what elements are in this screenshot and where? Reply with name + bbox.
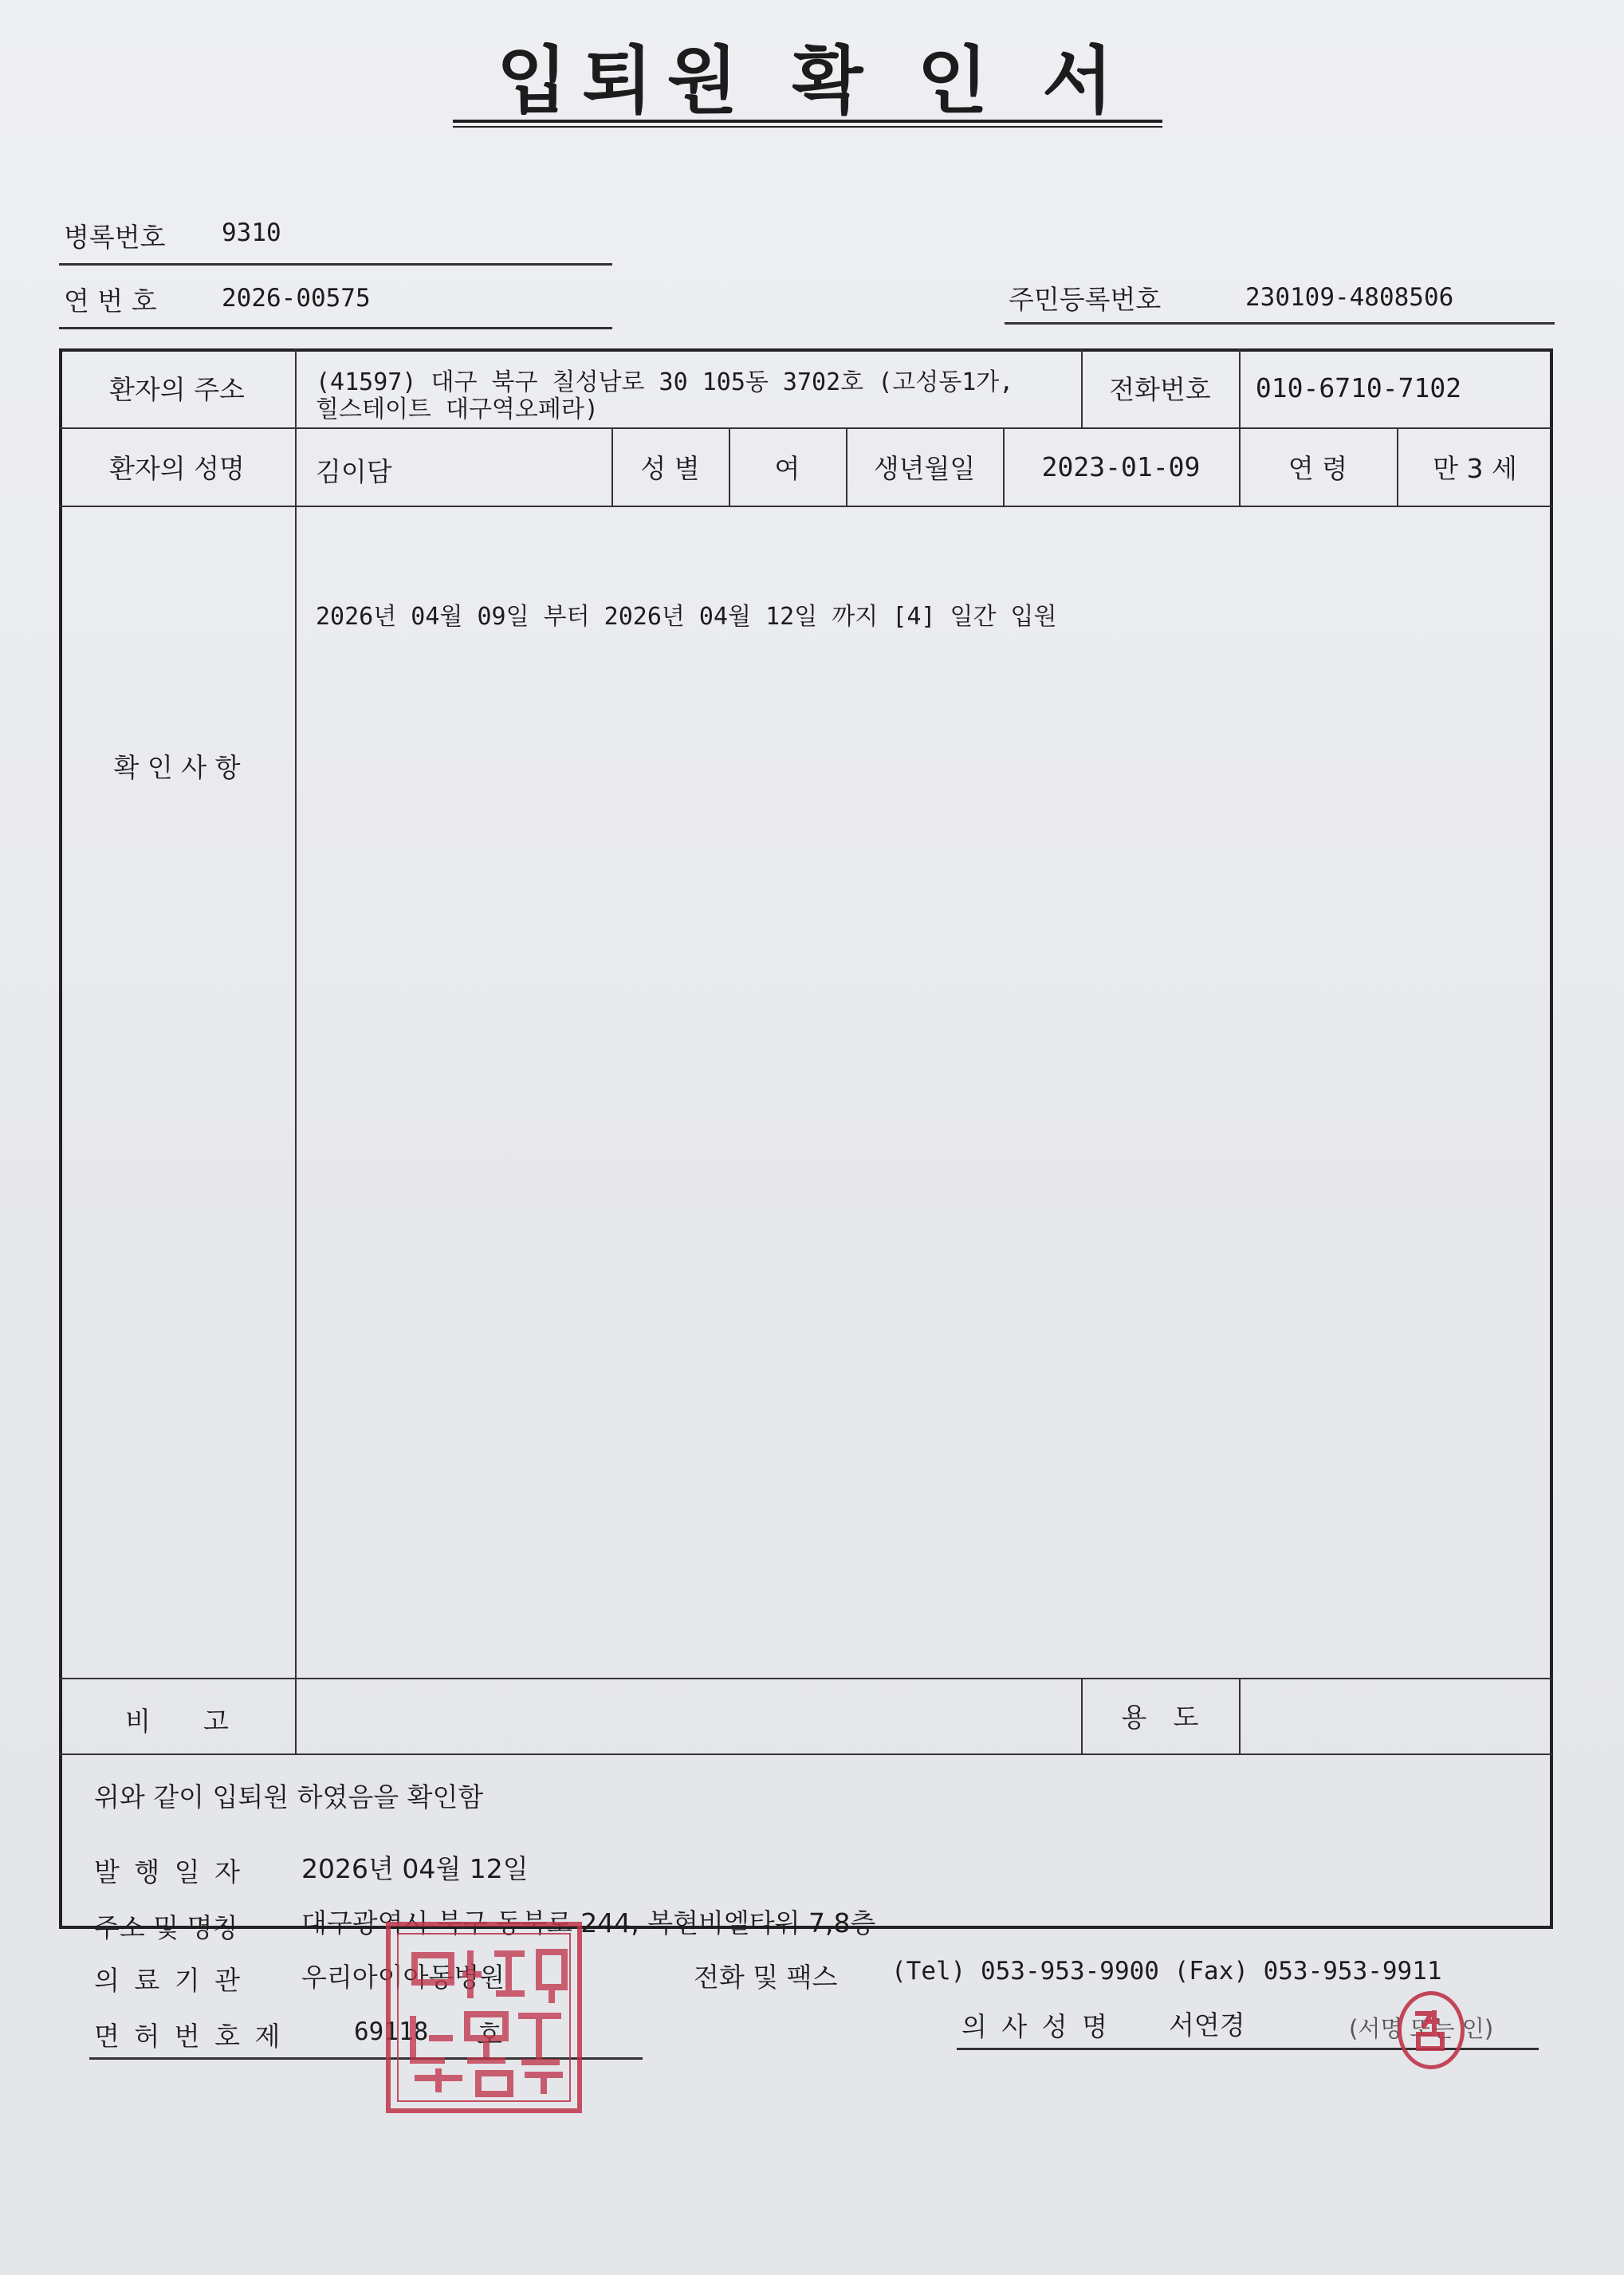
sex-value: 여 (774, 452, 800, 484)
resident-number-label: 주민등록번호 (1009, 284, 1162, 315)
license-suffix: 호 (477, 2019, 502, 2050)
record-number-underline (59, 263, 612, 266)
institution-address: 대구광역시 북구 동북로 244, 복현비엘타워 7,8층 (301, 1907, 876, 1938)
document-title: 입퇴원 확 인 서 (496, 38, 1128, 124)
row-divider (59, 1753, 1553, 1755)
patient-name: 김이담 (316, 456, 392, 487)
row-divider (59, 1678, 1553, 1679)
address-label: 환자의 주소 (109, 374, 245, 405)
address-line2: 힐스테이트 대구역오페라) (316, 396, 599, 423)
column-divider (1239, 1678, 1241, 1753)
age-value: 만 3 세 (1433, 452, 1517, 484)
license-number: 69118 (354, 2017, 429, 2046)
age-label: 연 령 (1288, 452, 1348, 484)
name-label: 환자의 성명 (109, 452, 245, 484)
serial-number-value: 2026-00575 (222, 284, 371, 313)
issue-date-value: 2026년 04월 12일 (301, 1853, 529, 1884)
address-name-label: 주소 및 명칭 (94, 1912, 238, 1943)
doctor-label: 의 사 성 명 (961, 2011, 1111, 2042)
birth-label: 생년월일 (873, 452, 976, 484)
phone-value: 010-6710-7102 (1255, 372, 1462, 403)
hospital-stamp (386, 1922, 582, 2113)
serial-number-underline (59, 327, 612, 329)
title-underline (453, 120, 1162, 123)
license-label: 면 허 번 호 제 (94, 2021, 284, 2052)
confirmation-label: 확 인 사 항 (113, 751, 241, 783)
doctor-seal (1398, 1991, 1465, 2069)
seal-pattern (1407, 2002, 1455, 2058)
sex-label: 성 별 (640, 452, 700, 484)
remarks-label: 비 고 (125, 1706, 229, 1737)
resident-number-value: 230109-4808506 (1245, 283, 1454, 312)
row-divider (59, 506, 1553, 507)
address-line1: (41597) 대구 북구 칠성남로 30 105동 3702호 (고성동1가, (316, 368, 1014, 396)
issue-date-label: 발 행 일 자 (94, 1856, 243, 1887)
institution-name: 우리아이아동병원 (301, 1962, 505, 1993)
record-number-value: 9310 (222, 218, 281, 247)
serial-number-label: 연 번 호 (64, 285, 157, 317)
institution-label: 의 료 기 관 (94, 1965, 243, 1996)
phone-label: 전화번호 (1109, 374, 1211, 405)
title-underline-thin (453, 126, 1162, 128)
tel-fax-label: 전화 및 팩스 (694, 1962, 838, 1993)
signature-note: (서명 또는 인) (1349, 2015, 1494, 2042)
tel-fax-value: (Tel) 053-953-9900 (Fax) 053-953-9911 (891, 1957, 1442, 1986)
column-divider (295, 348, 297, 1753)
record-number-label: 병록번호 (64, 222, 166, 253)
birth-value: 2023-01-09 (1041, 451, 1201, 482)
confirmation-statement: 위와 같이 입퇴원 하였음을 확인함 (94, 1781, 484, 1813)
purpose-label: 용 도 (1121, 1702, 1199, 1733)
confirmation-text: 2026년 04월 09일 부터 2026년 04월 12일 까지 [4] 일간 입원 (316, 603, 1057, 631)
stamp-pattern (391, 1927, 577, 2108)
doctor-name: 서연경 (1169, 2009, 1245, 2041)
resident-number-underline (1005, 322, 1555, 325)
